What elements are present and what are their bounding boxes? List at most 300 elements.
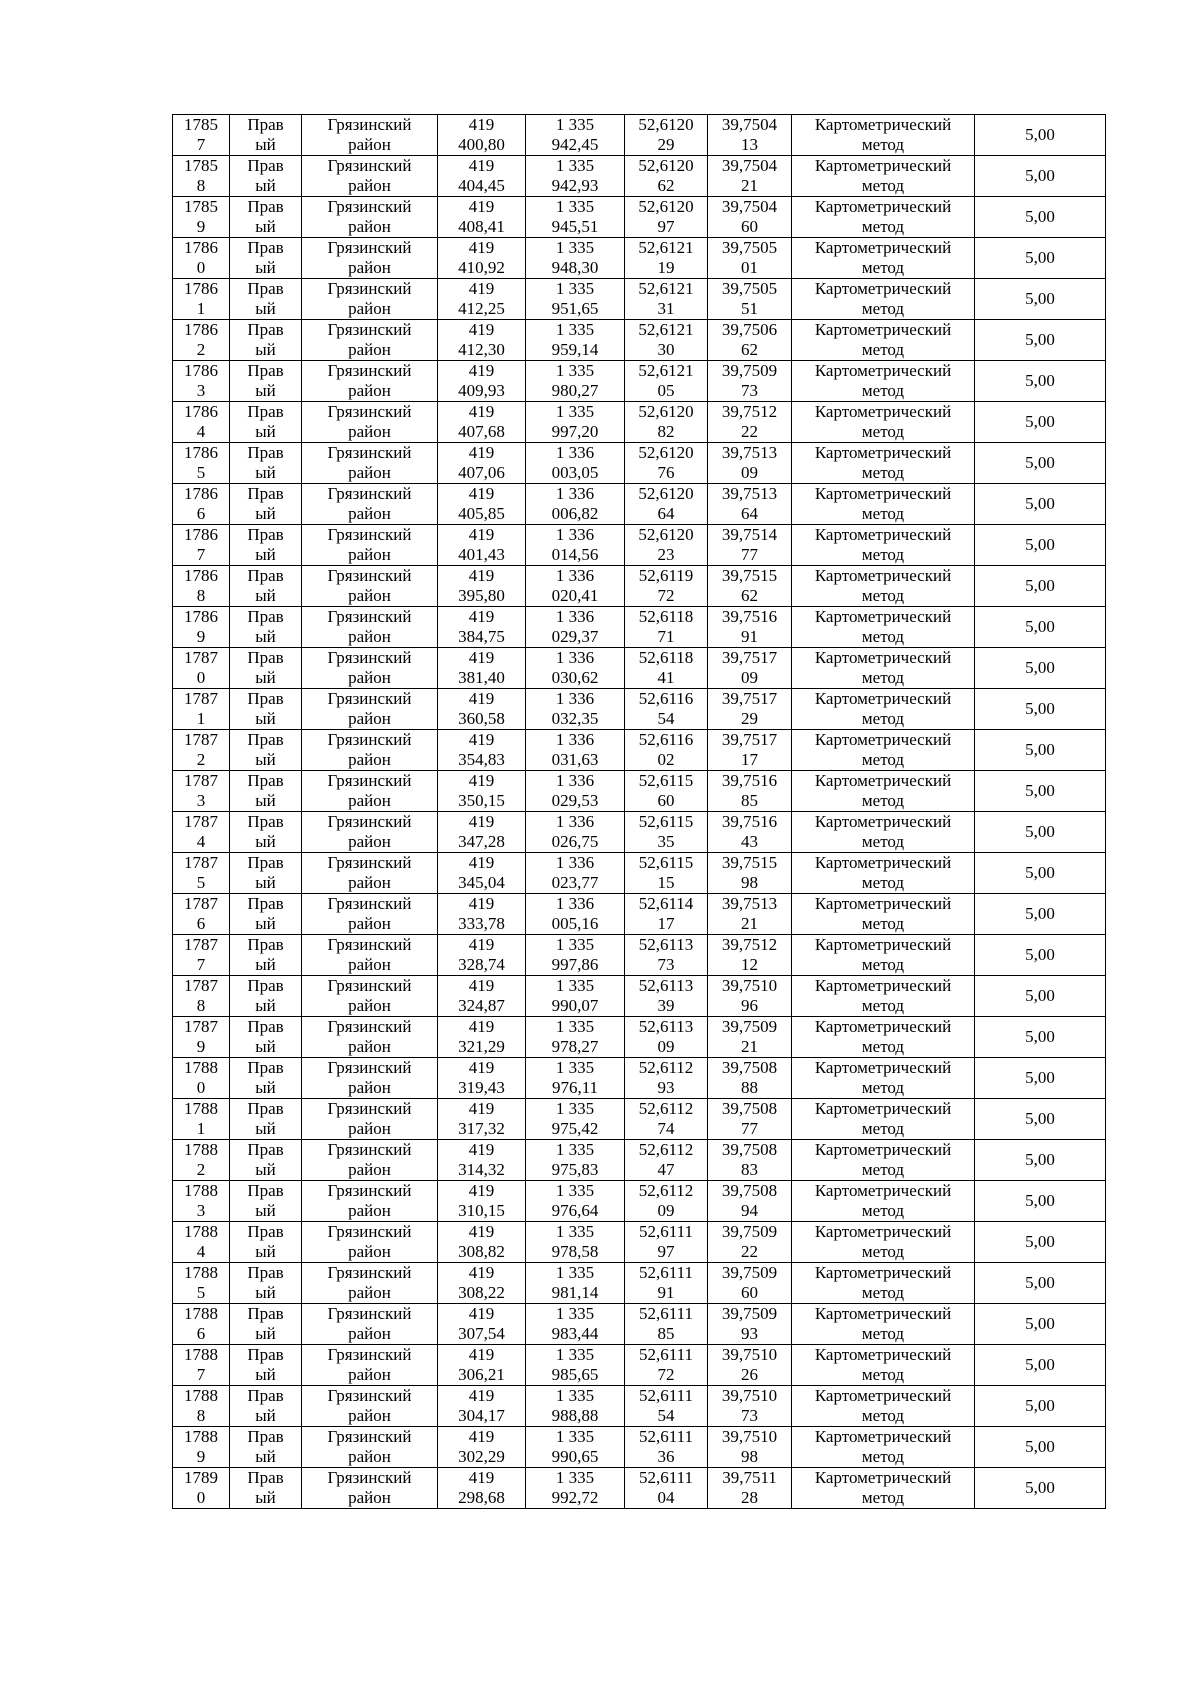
longitude-line-2: 60 [741, 217, 758, 236]
longitude-cell [708, 238, 792, 279]
longitude-cell [708, 648, 792, 689]
coord-x-line-1: 419 [468, 361, 495, 380]
latitude-cell [625, 156, 708, 197]
longitude-cell [708, 1222, 792, 1263]
latitude-line-1: 52,6119 [638, 566, 694, 585]
longitude-line-2: 17 [741, 750, 758, 769]
point-number-cell [173, 1099, 230, 1140]
longitude-cell [708, 525, 792, 566]
bank-side-line-1: Прав [247, 771, 284, 790]
district-cell [302, 1181, 438, 1222]
district-line-2: район [348, 955, 391, 974]
coord-y-line-2: 014,56 [551, 545, 599, 564]
bank-side-line-2: ый [255, 381, 276, 400]
longitude-line-1: 39,7511 [722, 1468, 777, 1487]
longitude-line-1: 39,7515 [721, 853, 778, 872]
method-line-2: метод [861, 1324, 905, 1343]
bank-side-line-2: ый [255, 340, 276, 359]
method-line-2: метод [861, 832, 905, 851]
longitude-line-2: 28 [741, 1488, 758, 1507]
table-row [173, 648, 1106, 689]
latitude-line-2: 72 [657, 1365, 675, 1384]
table-row [173, 730, 1106, 771]
coord-y-cell [526, 976, 625, 1017]
point-number-line-1: 1787 [184, 935, 218, 954]
point-number-line-2: 9 [196, 217, 206, 236]
district-line-2: район [348, 135, 391, 154]
coord-x-line-2: 350,15 [458, 791, 505, 810]
method-cell [792, 1181, 975, 1222]
district-line-1: Грязинский [327, 525, 412, 544]
bank-side-cell [230, 1263, 302, 1304]
point-number-line-1: 1787 [184, 853, 218, 872]
coord-y-line-2: 030,62 [551, 668, 599, 687]
coord-x-line-1: 419 [468, 894, 495, 913]
method-line-1: Картометрический [814, 730, 952, 749]
method-line-2: метод [861, 1119, 905, 1138]
latitude-line-1: 52,6120 [638, 115, 694, 134]
table-row [173, 1345, 1106, 1386]
coord-x-cell [438, 1345, 526, 1386]
coord-y-line-2: 978,27 [551, 1037, 599, 1056]
latitude-cell [625, 1386, 708, 1427]
coord-y-line-2: 978,58 [551, 1242, 599, 1261]
latitude-line-1: 52,6120 [638, 484, 694, 503]
bank-side-line-1: Прав [247, 279, 284, 298]
point-number-cell [173, 607, 230, 648]
point-number-line-2: 9 [196, 1447, 206, 1466]
accuracy-cell [975, 689, 1106, 730]
coord-x-line-2: 324,87 [458, 996, 505, 1015]
coord-x-line-1: 419 [468, 566, 495, 585]
accuracy-cell [975, 1099, 1106, 1140]
district-line-1: Грязинский [327, 238, 412, 257]
district-cell [302, 1017, 438, 1058]
coord-y-cell [526, 1140, 625, 1181]
table-row [173, 607, 1106, 648]
latitude-line-1: 52,6114 [638, 894, 694, 913]
bank-side-line-1: Прав [247, 1099, 284, 1118]
coord-x-line-2: 308,22 [458, 1283, 505, 1302]
coord-y-line-2: 980,27 [551, 381, 599, 400]
bank-side-line-2: ый [255, 1324, 276, 1343]
coord-y-cell [526, 1181, 625, 1222]
method-cell [792, 812, 975, 853]
longitude-cell [708, 1017, 792, 1058]
longitude-cell [708, 771, 792, 812]
coord-y-line-2: 992,72 [551, 1488, 599, 1507]
longitude-cell [708, 320, 792, 361]
coord-x-line-2: 314,32 [458, 1160, 505, 1179]
method-line-2: метод [861, 709, 905, 728]
accuracy-cell [975, 525, 1106, 566]
coord-x-line-1: 419 [468, 197, 495, 216]
coord-y-cell [526, 279, 625, 320]
bank-side-line-1: Прав [247, 648, 284, 667]
coord-x-line-2: 400,80 [458, 135, 505, 154]
coord-y-line-1: 1 336 [555, 730, 595, 749]
coord-x-line-2: 328,74 [458, 955, 505, 974]
latitude-cell [625, 1427, 708, 1468]
point-number-line-1: 1787 [184, 771, 218, 790]
longitude-line-2: 93 [741, 1324, 758, 1343]
coord-x-line-1: 419 [468, 1468, 495, 1487]
coord-y-line-2: 948,30 [551, 258, 599, 277]
longitude-line-1: 39,7514 [721, 525, 778, 544]
latitude-cell [625, 935, 708, 976]
district-line-1: Грязинский [327, 566, 412, 585]
coord-x-line-1: 419 [468, 484, 495, 503]
latitude-cell [625, 730, 708, 771]
coordinates-table [172, 114, 1106, 1509]
coord-x-cell [438, 279, 526, 320]
coord-x-line-1: 419 [468, 1263, 495, 1282]
table-row [173, 812, 1106, 853]
coord-x-cell [438, 197, 526, 238]
point-number-cell [173, 648, 230, 689]
coord-y-line-1: 1 335 [555, 156, 595, 175]
bank-side-line-2: ый [255, 135, 276, 154]
coord-y-line-2: 029,53 [551, 791, 599, 810]
point-number-cell [173, 320, 230, 361]
coord-x-line-1: 419 [468, 156, 495, 175]
method-line-2: метод [861, 217, 905, 236]
district-cell [302, 320, 438, 361]
district-cell [302, 853, 438, 894]
method-line-1: Картометрический [814, 197, 952, 216]
bank-side-line-1: Прав [247, 1140, 284, 1159]
coord-x-line-1: 419 [468, 771, 495, 790]
coord-x-cell [438, 320, 526, 361]
table-row [173, 1140, 1106, 1181]
table-row [173, 1099, 1106, 1140]
coord-y-line-1: 1 335 [555, 320, 595, 339]
point-number-line-2: 7 [196, 1365, 206, 1384]
accuracy-value: 5,00 [1025, 412, 1055, 431]
point-number-line-1: 1786 [184, 443, 218, 462]
method-cell [792, 1058, 975, 1099]
method-line-1: Картометрический [814, 607, 952, 626]
table-row [173, 1263, 1106, 1304]
district-line-2: район [348, 258, 391, 277]
longitude-cell [708, 566, 792, 607]
coord-y-line-1: 1 336 [555, 525, 595, 544]
district-cell [302, 935, 438, 976]
latitude-cell [625, 115, 708, 156]
point-number-cell [173, 1058, 230, 1099]
coord-y-line-1: 1 335 [555, 279, 595, 298]
coord-x-line-2: 404,45 [458, 176, 505, 195]
bank-side-line-1: Прав [247, 1386, 284, 1405]
latitude-line-2: 97 [657, 1242, 675, 1261]
bank-side-cell [230, 197, 302, 238]
longitude-cell [708, 812, 792, 853]
accuracy-cell [975, 812, 1106, 853]
accuracy-value: 5,00 [1025, 576, 1055, 595]
latitude-line-1: 52,6121 [638, 320, 694, 339]
longitude-line-2: 91 [741, 627, 758, 646]
coord-x-line-2: 307,54 [458, 1324, 505, 1343]
method-line-1: Картометрический [814, 894, 952, 913]
district-line-1: Грязинский [327, 1099, 412, 1118]
point-number-cell [173, 525, 230, 566]
point-number-cell [173, 1017, 230, 1058]
accuracy-cell [975, 443, 1106, 484]
accuracy-value: 5,00 [1025, 740, 1055, 759]
coord-x-cell [438, 935, 526, 976]
district-cell [302, 279, 438, 320]
coord-x-line-2: 407,06 [458, 463, 505, 482]
method-line-1: Картометрический [814, 156, 952, 175]
longitude-line-2: 21 [741, 914, 758, 933]
point-number-cell [173, 1263, 230, 1304]
coord-y-line-2: 945,51 [551, 217, 599, 236]
district-cell [302, 771, 438, 812]
point-number-line-1: 1789 [184, 1468, 218, 1487]
point-number-cell [173, 238, 230, 279]
district-line-1: Грязинский [327, 812, 412, 831]
coord-y-line-1: 1 335 [555, 1263, 595, 1282]
coord-y-line-2: 959,14 [551, 340, 599, 359]
point-number-line-2: 7 [196, 135, 206, 154]
bank-side-line-2: ый [255, 627, 276, 646]
coord-y-line-2: 976,64 [551, 1201, 599, 1220]
bank-side-line-2: ый [255, 955, 276, 974]
bank-side-line-2: ый [255, 545, 276, 564]
bank-side-line-1: Прав [247, 1427, 284, 1446]
bank-side-line-2: ый [255, 258, 276, 277]
table-row [173, 484, 1106, 525]
bank-side-cell [230, 1386, 302, 1427]
coord-x-cell [438, 484, 526, 525]
coord-y-cell [526, 156, 625, 197]
latitude-cell [625, 320, 708, 361]
bank-side-line-1: Прав [247, 525, 284, 544]
method-line-2: метод [861, 668, 905, 687]
coord-x-cell [438, 238, 526, 279]
method-line-1: Картометрический [814, 1304, 952, 1323]
bank-side-line-1: Прав [247, 1345, 284, 1364]
point-number-cell [173, 1386, 230, 1427]
table-row [173, 115, 1106, 156]
district-line-2: район [348, 709, 391, 728]
method-cell [792, 1468, 975, 1509]
method-line-1: Картометрический [814, 1017, 952, 1036]
method-line-1: Картометрический [814, 689, 952, 708]
accuracy-cell [975, 935, 1106, 976]
method-line-2: метод [861, 1201, 905, 1220]
bank-side-line-2: ый [255, 1037, 276, 1056]
coord-x-line-1: 419 [468, 1099, 495, 1118]
latitude-line-1: 52,6111 [639, 1468, 693, 1487]
point-number-line-1: 1787 [184, 976, 218, 995]
method-line-2: метод [861, 504, 905, 523]
method-line-2: метод [861, 750, 905, 769]
coord-x-line-1: 419 [468, 1017, 495, 1036]
district-line-2: район [348, 1324, 391, 1343]
coord-y-line-2: 997,86 [551, 955, 599, 974]
coord-x-line-1: 419 [468, 1304, 495, 1323]
method-cell [792, 1099, 975, 1140]
latitude-line-1: 52,6120 [638, 197, 694, 216]
latitude-line-1: 52,6111 [639, 1386, 693, 1405]
coord-y-cell [526, 402, 625, 443]
latitude-line-2: 15 [657, 873, 675, 892]
method-line-1: Картометрический [814, 279, 952, 298]
accuracy-value: 5,00 [1025, 1437, 1055, 1456]
coord-y-cell [526, 1263, 625, 1304]
method-cell [792, 320, 975, 361]
longitude-line-2: 21 [741, 1037, 758, 1056]
method-cell [792, 238, 975, 279]
district-line-2: район [348, 1488, 391, 1507]
accuracy-cell [975, 197, 1106, 238]
method-cell [792, 1386, 975, 1427]
method-line-2: метод [861, 1037, 905, 1056]
coord-x-line-1: 419 [468, 238, 495, 257]
latitude-line-1: 52,6111 [639, 1345, 693, 1364]
latitude-line-1: 52,6116 [638, 730, 694, 749]
bank-side-line-2: ый [255, 750, 276, 769]
latitude-line-2: 39 [657, 996, 675, 1015]
bank-side-line-1: Прав [247, 443, 284, 462]
district-line-1: Грязинский [327, 1140, 412, 1159]
coord-y-cell [526, 1468, 625, 1509]
coord-x-line-2: 310,15 [458, 1201, 505, 1220]
latitude-line-2: 35 [657, 832, 675, 851]
longitude-line-1: 39,7510 [721, 1345, 778, 1364]
coord-y-cell [526, 771, 625, 812]
coord-y-line-2: 983,44 [551, 1324, 599, 1343]
accuracy-value: 5,00 [1025, 535, 1055, 554]
longitude-line-2: 96 [741, 996, 758, 1015]
method-line-1: Картометрический [814, 115, 952, 134]
point-number-cell [173, 279, 230, 320]
bank-side-line-1: Прав [247, 197, 284, 216]
bank-side-line-2: ый [255, 504, 276, 523]
longitude-line-1: 39,7509 [721, 1263, 778, 1282]
district-cell [302, 525, 438, 566]
coord-y-line-2: 023,77 [551, 873, 599, 892]
longitude-cell [708, 1263, 792, 1304]
bank-side-line-1: Прав [247, 894, 284, 913]
latitude-line-2: 71 [657, 627, 675, 646]
longitude-line-1: 39,7508 [721, 1181, 778, 1200]
method-line-1: Картометрический [814, 1345, 952, 1364]
accuracy-cell [975, 402, 1106, 443]
coord-x-line-1: 419 [468, 525, 495, 544]
bank-side-cell [230, 402, 302, 443]
latitude-cell [625, 976, 708, 1017]
point-number-line-2: 0 [196, 1078, 206, 1097]
latitude-line-2: 31 [657, 299, 675, 318]
point-number-line-2: 9 [196, 1037, 206, 1056]
bank-side-cell [230, 935, 302, 976]
point-number-line-1: 1788 [184, 1140, 218, 1159]
bank-side-line-1: Прав [247, 156, 284, 175]
method-line-1: Картометрический [814, 1427, 952, 1446]
latitude-cell [625, 279, 708, 320]
district-cell [302, 1427, 438, 1468]
longitude-cell [708, 1058, 792, 1099]
point-number-line-1: 1785 [184, 197, 218, 216]
method-cell [792, 197, 975, 238]
bank-side-line-1: Прав [247, 935, 284, 954]
latitude-line-2: 73 [657, 955, 675, 974]
coord-x-line-1: 419 [468, 853, 495, 872]
bank-side-line-1: Прав [247, 402, 284, 421]
point-number-cell [173, 156, 230, 197]
point-number-line-2: 4 [196, 832, 206, 851]
point-number-line-2: 8 [196, 176, 206, 195]
coord-y-line-1: 1 335 [555, 1222, 595, 1241]
coord-x-cell [438, 525, 526, 566]
longitude-cell [708, 197, 792, 238]
coord-x-cell [438, 1427, 526, 1468]
coord-y-cell [526, 525, 625, 566]
coord-y-cell [526, 361, 625, 402]
latitude-cell [625, 1468, 708, 1509]
point-number-line-1: 1788 [184, 1345, 218, 1364]
method-cell [792, 525, 975, 566]
coord-x-line-1: 419 [468, 730, 495, 749]
latitude-cell [625, 1058, 708, 1099]
bank-side-line-1: Прав [247, 1304, 284, 1323]
bank-side-cell [230, 1427, 302, 1468]
latitude-line-2: 82 [657, 422, 675, 441]
table-row [173, 566, 1106, 607]
method-line-2: метод [861, 299, 905, 318]
method-cell [792, 894, 975, 935]
bank-side-line-1: Прав [247, 320, 284, 339]
bank-side-cell [230, 1304, 302, 1345]
district-cell [302, 894, 438, 935]
accuracy-value: 5,00 [1025, 658, 1055, 677]
latitude-line-1: 52,6115 [638, 812, 694, 831]
table-row [173, 1058, 1106, 1099]
bank-side-line-2: ый [255, 1447, 276, 1466]
method-line-2: метод [861, 135, 905, 154]
latitude-line-1: 52,6121 [638, 361, 694, 380]
coord-x-cell [438, 894, 526, 935]
district-line-2: район [348, 1201, 391, 1220]
coord-y-line-2: 005,16 [551, 914, 599, 933]
longitude-line-2: 77 [741, 545, 758, 564]
point-number-cell [173, 1468, 230, 1509]
bank-side-cell [230, 279, 302, 320]
coord-y-line-1: 1 335 [555, 935, 595, 954]
bank-side-cell [230, 771, 302, 812]
district-line-2: район [348, 914, 391, 933]
latitude-cell [625, 607, 708, 648]
district-line-2: район [348, 1406, 391, 1425]
point-number-cell [173, 115, 230, 156]
coord-x-cell [438, 1099, 526, 1140]
longitude-cell [708, 1468, 792, 1509]
longitude-line-1: 39,7512 [721, 402, 778, 421]
accuracy-value: 5,00 [1025, 371, 1055, 390]
coord-y-line-2: 029,37 [551, 627, 599, 646]
latitude-line-1: 52,6120 [638, 525, 694, 544]
district-cell [302, 402, 438, 443]
bank-side-line-2: ый [255, 422, 276, 441]
coord-y-cell [526, 853, 625, 894]
coord-x-line-2: 354,83 [458, 750, 505, 769]
district-cell [302, 1345, 438, 1386]
accuracy-cell [975, 648, 1106, 689]
district-line-2: район [348, 1283, 391, 1302]
district-line-1: Грязинский [327, 1017, 412, 1036]
